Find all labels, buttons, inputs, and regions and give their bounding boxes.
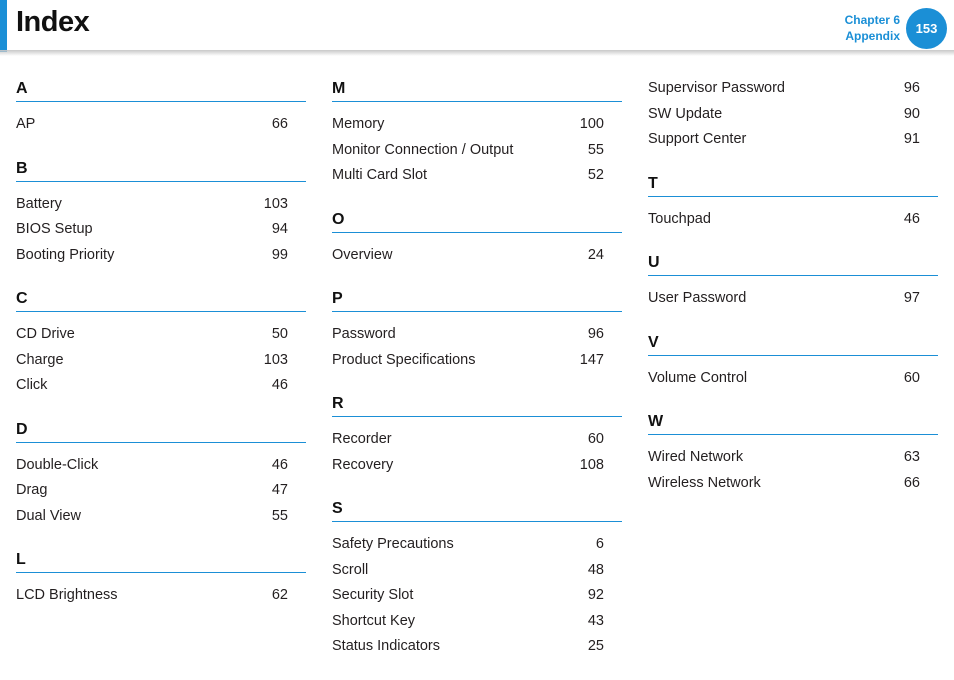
index-column-2 [332,78,622,680]
index-page-number: 91 [903,131,920,147]
index-section-letter: W [648,411,938,435]
index-section [648,173,938,233]
index-term: Wireless Network [648,474,761,491]
page-number-badge: 153 [906,8,947,49]
index-page-number: 48 [587,561,604,578]
index-entry [332,427,622,453]
index-entry [648,366,938,392]
index-section-letter: L [16,549,306,573]
index-term: Memory [332,116,385,132]
index-entry [648,127,938,153]
index-page-number: 99 [271,246,288,263]
index-term: AP [16,116,36,132]
index-term: Security Slot [332,587,414,603]
index-term: Support Center [648,131,747,147]
index-entry [332,348,622,374]
index-section [332,393,622,478]
index-term: SW Update [648,105,723,122]
index-section-letter: V [648,332,938,356]
index-page-number: 94 [271,221,288,237]
index-term: CD Drive [16,326,75,342]
index-entry [16,112,306,138]
index-page-number: 108 [579,456,604,473]
index-term: BIOS Setup [16,221,93,237]
index-entry [648,445,938,471]
page-header [0,0,954,56]
index-entry [332,138,622,164]
index-section [16,549,306,609]
index-term: Drag [16,482,48,498]
index-term: Status Indicators [332,638,440,654]
index-term: Booting Priority [16,246,115,263]
index-section-letter: C [16,288,306,312]
index-entry [16,322,306,348]
index-section-letter: A [16,78,306,102]
index-page-number: 60 [903,369,920,386]
index-continued-entries [648,76,938,153]
index-page-number: 60 [587,431,604,447]
index-section-letter: M [332,78,622,102]
index-entry [648,207,938,233]
index-column-1 [16,78,306,629]
index-entry [16,192,306,218]
index-entry [648,76,938,102]
index-section [648,411,938,496]
index-page-number: 96 [903,80,920,96]
index-term: Recovery [332,456,394,473]
index-page-number: 47 [271,482,288,498]
index-entry [332,163,622,189]
index-term: User Password [648,290,747,306]
index-term: Scroll [332,561,369,578]
index-page-number: 46 [271,456,288,473]
index-entry [16,504,306,530]
index-term: Shortcut Key [332,612,416,629]
index-entry [332,558,622,584]
index-term: Battery [16,195,62,212]
index-entry [648,286,938,312]
index-section-letter: T [648,173,938,197]
index-page-number: 92 [587,587,604,603]
index-entry [16,583,306,609]
index-term: Overview [332,246,393,263]
index-entry [332,453,622,479]
index-section [332,209,622,269]
index-term: Multi Card Slot [332,167,428,183]
index-section [648,252,938,312]
index-entry [16,453,306,479]
index-term: Monitor Connection / Output [332,141,514,158]
index-section [16,419,306,530]
index-page-number: 97 [903,290,920,306]
index-term: Safety Precautions [332,536,454,552]
index-section [332,78,622,189]
index-page-number: 55 [271,507,288,524]
chapter-info [845,12,900,44]
index-term: Touchpad [648,210,711,227]
index-page-number: 46 [903,210,920,227]
index-section-letter: B [16,158,306,182]
index-section-letter: O [332,209,622,233]
index-entry [332,243,622,269]
index-section-letter: U [648,252,938,276]
page-title: Index [16,6,90,38]
index-term: LCD Brightness [16,587,118,603]
index-term: Click [16,377,48,393]
index-entry [16,348,306,374]
index-page-number: 100 [579,116,604,132]
index-column-3 [648,78,938,516]
index-entry [16,478,306,504]
index-term: Wired Network [648,449,744,465]
index-entry [648,471,938,497]
index-entry [332,583,622,609]
index-page-number: 24 [587,246,604,263]
index-entry [332,112,622,138]
index-entry [332,322,622,348]
index-term: Recorder [332,431,392,447]
index-page-number: 66 [903,474,920,491]
index-section [16,78,306,138]
index-section-letter: S [332,498,622,522]
index-page-number: 63 [903,449,920,465]
index-page-number: 52 [587,167,604,183]
index-section-letter: R [332,393,622,417]
index-entry [16,373,306,399]
index-section [16,158,306,269]
index-section [648,332,938,392]
index-entry [16,243,306,269]
index-entry [332,634,622,660]
index-term: Volume Control [648,369,748,386]
index-section-letter: P [332,288,622,312]
index-page-number: 147 [579,351,604,368]
index-entry [16,217,306,243]
index-term: Password [332,326,396,342]
accent-bar [0,0,7,52]
index-page-number: 90 [903,105,920,122]
index-term: Double-Click [16,456,99,473]
index-page-number: 25 [587,638,604,654]
index-section [16,288,306,399]
index-page-number: 103 [263,351,288,368]
index-page-number: 6 [595,536,604,552]
index-term: Dual View [16,507,82,524]
index-page-number: 43 [587,612,604,629]
index-page-number: 46 [271,377,288,393]
section-label: Appendix [845,29,900,43]
index-entry [648,102,938,128]
index-section-letter: D [16,419,306,443]
index-page-number: 50 [271,326,288,342]
index-term: Supervisor Password [648,80,785,96]
index-section [332,498,622,660]
index-page-number: 55 [587,141,604,158]
index-entry [332,532,622,558]
index-section [332,288,622,373]
index-entry [332,609,622,635]
chapter-label: Chapter 6 [844,13,900,27]
index-term: Charge [16,351,64,368]
index-term: Product Specifications [332,351,476,368]
index-page-number: 66 [271,116,288,132]
header-divider [0,50,954,56]
index-page-number: 96 [587,326,604,342]
index-page-number: 103 [263,195,288,212]
index-page-number: 62 [271,587,288,603]
